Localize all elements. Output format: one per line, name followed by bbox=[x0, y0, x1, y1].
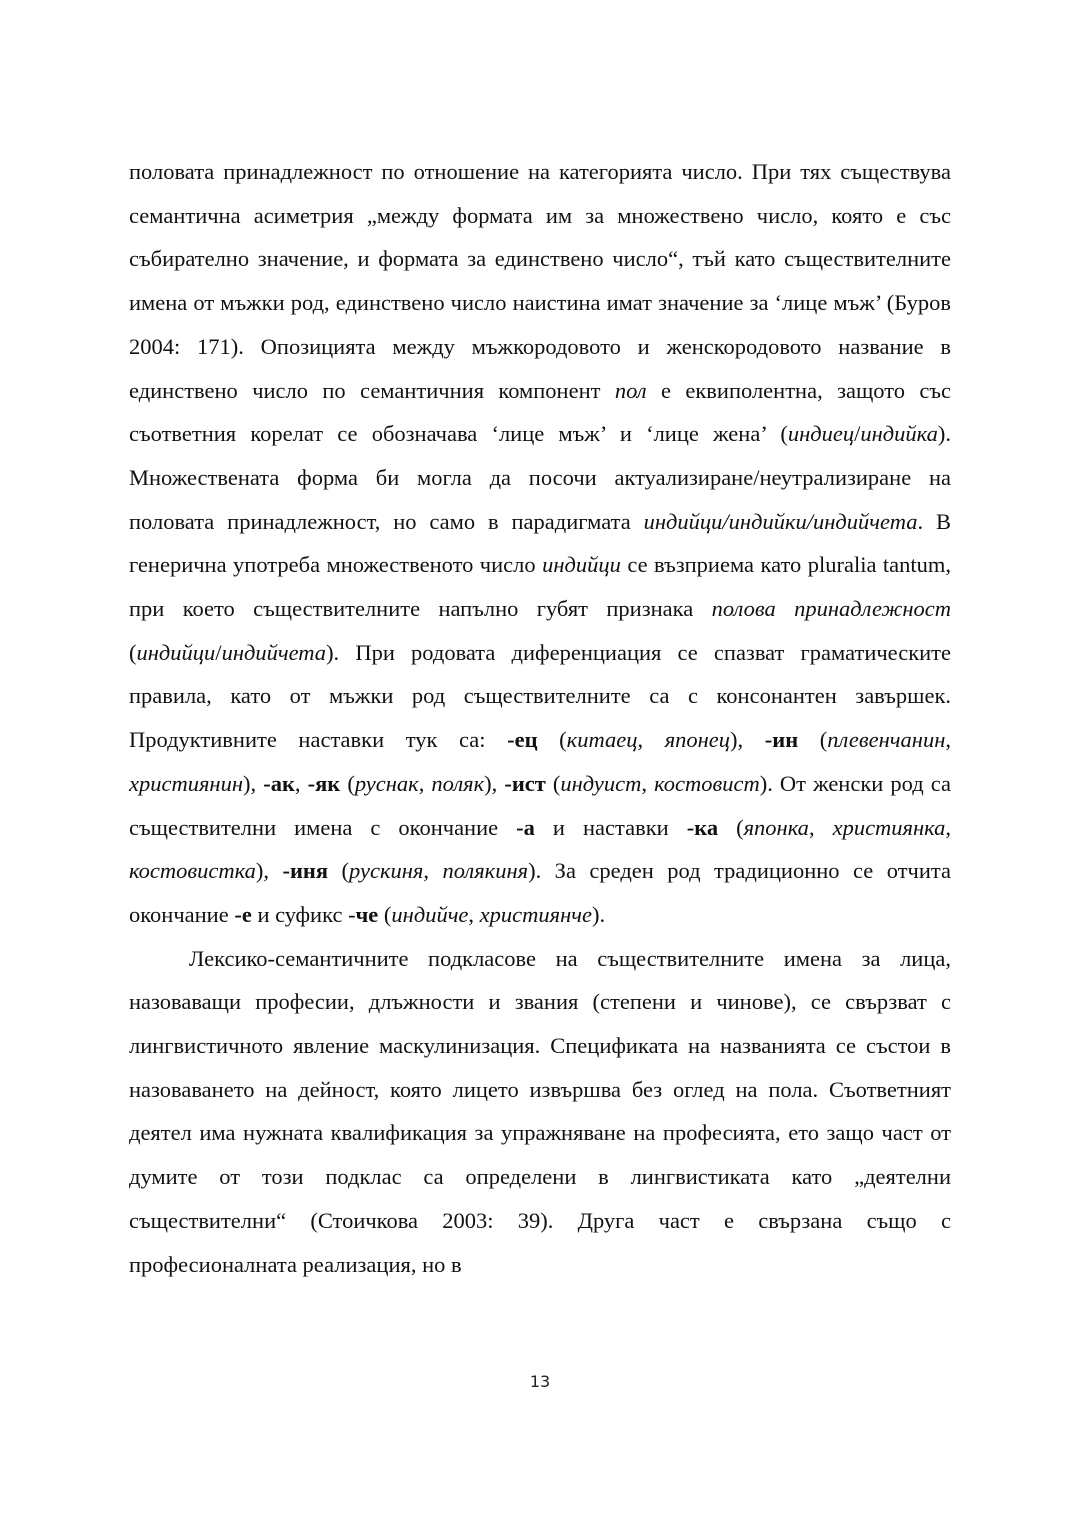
italic-example: японка bbox=[743, 814, 809, 840]
text-run: / bbox=[854, 421, 861, 447]
text-run: ( bbox=[537, 727, 567, 753]
page-number: 13 bbox=[529, 1372, 551, 1391]
text-run: и суфикс - bbox=[251, 901, 356, 927]
text-run: , bbox=[808, 814, 833, 840]
italic-example: полякиня bbox=[442, 858, 529, 884]
bold-suffix: -иня bbox=[282, 858, 329, 884]
bold-suffix: -а bbox=[516, 814, 535, 840]
text-run: ( bbox=[378, 901, 392, 927]
italic-example: индийчета bbox=[221, 639, 327, 665]
bold-suffix: -як bbox=[307, 770, 341, 796]
italic-example: индийка bbox=[860, 421, 938, 447]
paragraph-1 bbox=[129, 150, 951, 937]
text-run: ). За среден род традиционно се отчита окончание bbox=[129, 858, 951, 927]
text-run: ( bbox=[798, 727, 828, 753]
text-run: / bbox=[215, 639, 222, 665]
text-run: ). Множествената форма би могла да посочи актуализиране/неутрализиране на половата принадлежност, но само в парадигмата bbox=[129, 421, 951, 534]
text-run: ), bbox=[255, 858, 283, 884]
text-run: ). При родовата диференциация се спазват граматическите правила, като от мъжки род съществителните са с консонантен завършек. Продуктивните наставки тук са: bbox=[129, 639, 951, 753]
bold-suffix: -ка bbox=[686, 814, 719, 840]
italic-term: пол bbox=[614, 377, 647, 403]
italic-example: поляк bbox=[431, 770, 485, 796]
italic-example: индийци bbox=[542, 552, 621, 578]
italic-term: полова принадлежност bbox=[711, 596, 951, 622]
text-run: ( bbox=[718, 814, 744, 840]
paragraph-2: Лексико-семантичните подкласове на съществителните имена за лица, назоваващи професии, длъжности и звания (степени и чинове), се свързват с лингвистичното явление маскулинизация. Спецификата на названията се състои в назоваването на дейност, която лицето извършва без оглед на пола. Съответният деятел има нужната квалификация за упражняване на професията, ето защо част от думите от този подклас са определени в лингвистиката като „деятелни съществителни“ (Стоичкова 2003: 39). Друга част е свързана също с професионалната реализация, но в bbox=[129, 945, 951, 1277]
text-run: , bbox=[468, 901, 480, 927]
italic-example: индийче bbox=[391, 901, 469, 927]
italic-example: китаец bbox=[566, 727, 638, 753]
text-run: ). От женски род са съществителни имена с окончание bbox=[129, 770, 951, 840]
italic-example: християнин bbox=[129, 770, 244, 796]
text-run: ( bbox=[328, 858, 350, 884]
text-run: , bbox=[637, 727, 665, 753]
italic-example: японец bbox=[664, 727, 731, 753]
italic-example: християнче bbox=[479, 901, 592, 927]
text-run: ( bbox=[340, 770, 355, 796]
italic-example: плевенчанин bbox=[827, 727, 946, 753]
text-run: , bbox=[423, 858, 443, 884]
italic-example: рускиня bbox=[349, 858, 424, 884]
italic-example: индуист bbox=[560, 770, 642, 796]
text-run: ), bbox=[243, 770, 264, 796]
italic-example: индийци bbox=[136, 639, 216, 665]
text-run: и наставки bbox=[534, 814, 687, 840]
italic-example: християнка bbox=[832, 814, 946, 840]
italic-example: руснак bbox=[354, 770, 419, 796]
italic-example: костовистка bbox=[129, 858, 256, 884]
text-run: ( bbox=[545, 770, 561, 796]
text-run: половата принадлежност по отношение на категорията число. При тях съществува семантична асиметрия „между формата им за множествено число, която е със събирателно значение, и формата за единствено число“, тъй като съществителните имена от мъжки род, единствено число наистина имат значение за ‘лице мъж’ (Буров 2004: 171). Опозицията между мъжкородовото и женскородовото название в единствено число по семантичния компонент bbox=[129, 159, 951, 403]
italic-example: костовист bbox=[654, 770, 760, 796]
text-run: , bbox=[945, 814, 952, 840]
text-run: , bbox=[418, 770, 432, 796]
text-run: , bbox=[294, 770, 308, 796]
text-run: . В генерична употреба множественото число bbox=[129, 508, 951, 578]
text-run: ), bbox=[484, 770, 505, 796]
bold-suffix: -ист bbox=[504, 770, 546, 796]
text-run: е еквиполентна, защото със съответния корелат се обозначава ‘лице мъж’ и ‘лице жена’ ( bbox=[129, 377, 951, 447]
body-text bbox=[129, 150, 951, 1286]
bold-suffix: -ин bbox=[764, 727, 799, 753]
bold-suffix: че bbox=[355, 901, 379, 927]
bold-suffix: -е bbox=[234, 901, 252, 927]
bold-suffix: -ак bbox=[263, 770, 295, 796]
text-run: ). bbox=[592, 901, 606, 927]
text-run: се възприема като pluralia tantum, при което съществителните напълно губят признака bbox=[129, 552, 951, 622]
italic-example: индиец bbox=[787, 421, 855, 447]
text-run: , bbox=[641, 770, 655, 796]
bold-suffix: -ец bbox=[507, 727, 538, 753]
text-run: , bbox=[945, 727, 951, 753]
text-run: ), bbox=[730, 727, 765, 753]
italic-example: индийци/индийки/индийчета bbox=[643, 508, 918, 534]
text-run: ( bbox=[129, 639, 137, 665]
